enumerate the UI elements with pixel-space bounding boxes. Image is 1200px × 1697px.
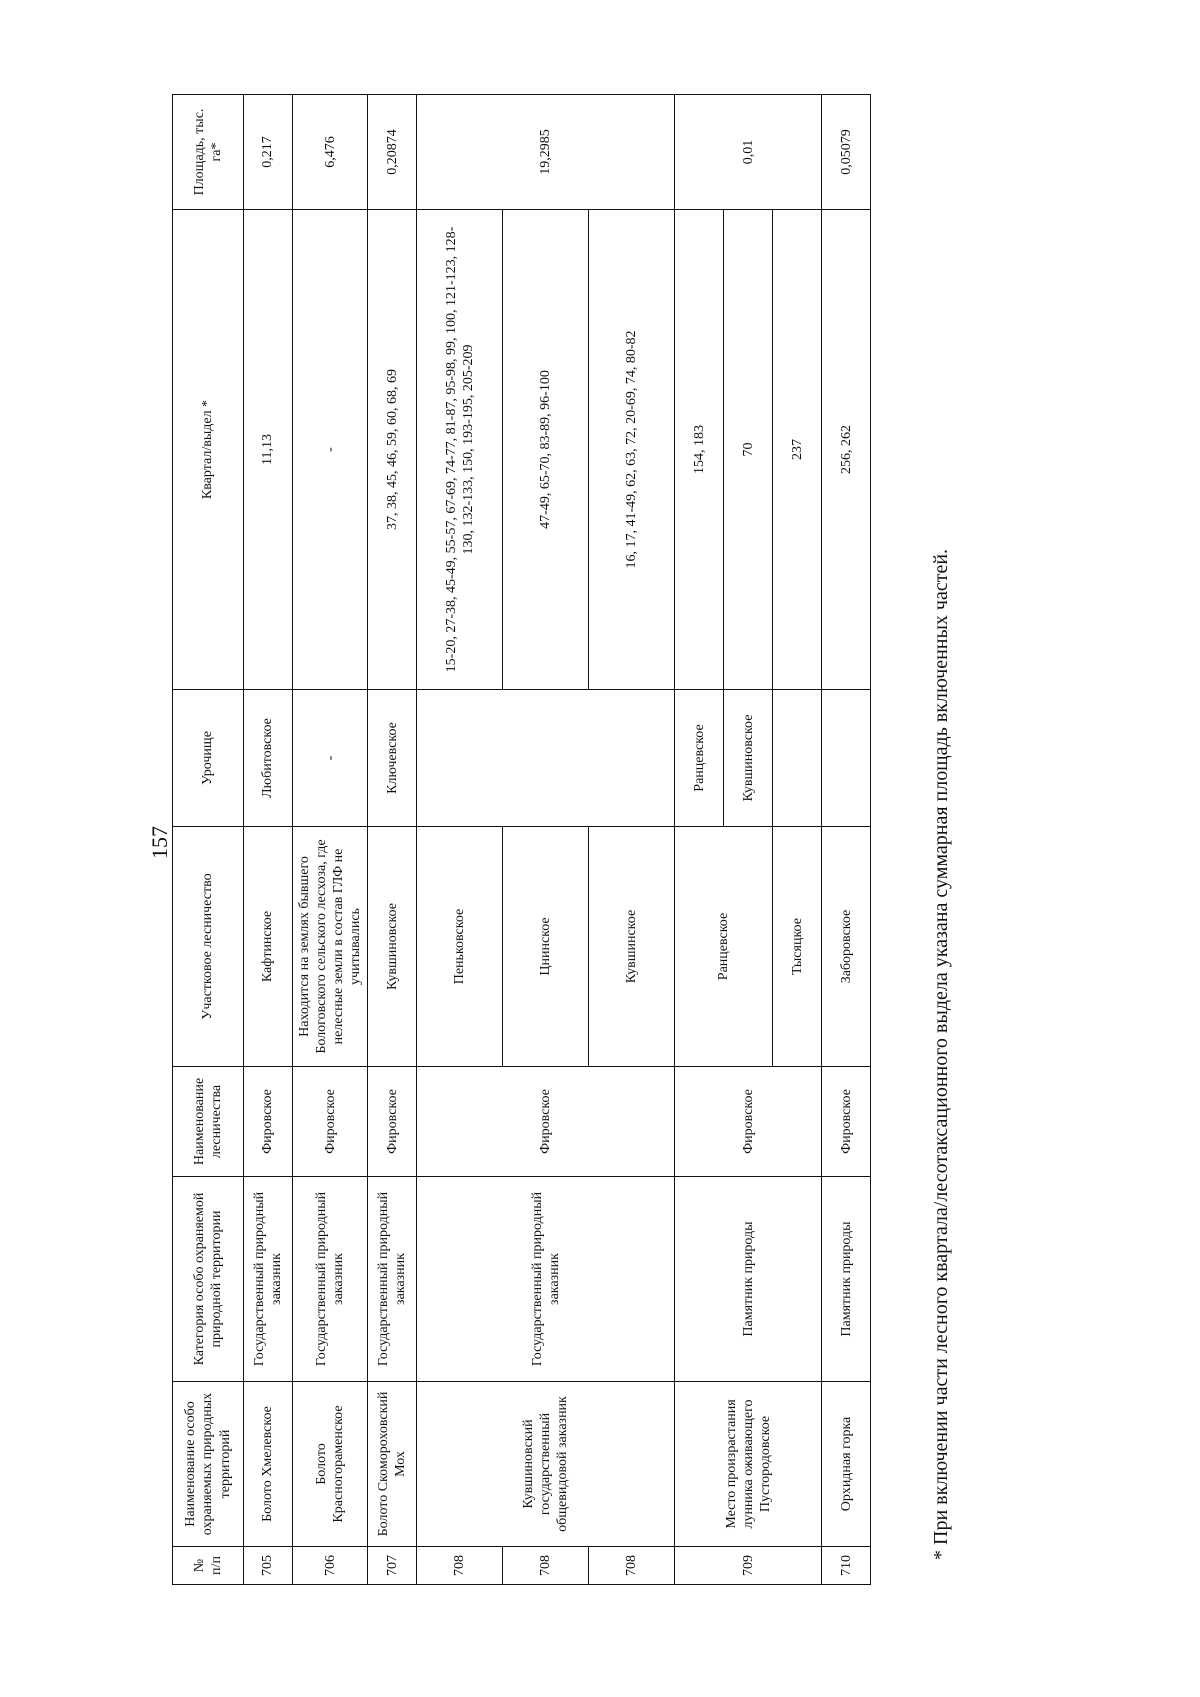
footnote-text: * При включении части лесного квартала/лесотаксационного выдела указана суммарная площадь включенных частей. xyxy=(930,548,952,1560)
cell-district: Ранцевское xyxy=(675,827,773,1067)
cell-kvartal: - xyxy=(293,210,368,690)
table-row xyxy=(293,95,368,1585)
table-row xyxy=(675,95,724,1585)
cell-district: Кувшиновское xyxy=(368,827,417,1067)
cell-category: Государственный природный заказник xyxy=(417,1177,675,1382)
header-num: № п/п xyxy=(173,1547,244,1585)
cell-forestry: Фировское xyxy=(675,1067,822,1177)
cell-kvartal: 16, 17, 41-49, 62, 63, 72, 20-69, 74, 80-82 xyxy=(589,210,675,690)
cell-name: Болото Красногораменское xyxy=(293,1382,368,1547)
cell-tract: Ключевское xyxy=(368,690,417,827)
header-area: Площадь, тыс. га* xyxy=(173,95,244,210)
table-row xyxy=(822,95,871,1585)
cell-area: 6,476 xyxy=(293,95,368,210)
cell-district: Находится на землях бывшего Бологовского сельского лесхоза, где нелесные земли в состав ГЛФ не учитывались xyxy=(293,827,368,1067)
cell-tract: - xyxy=(293,690,368,827)
cell-kvartal: 15-20, 27-38, 45-49, 55-57, 67-69, 74-77, 81-87, 95-98, 99, 100, 121-123, 128-130, 132-133, 150, 193-195, 205-209 xyxy=(417,210,503,690)
cell-district: Пеньковское xyxy=(417,827,503,1067)
cell-district: Кувшинское xyxy=(589,827,675,1067)
cell-category: Государственный природный заказник xyxy=(244,1177,293,1382)
cell-area: 19,2985 xyxy=(417,95,675,210)
header-name: Наименование особо охраняемых природных территорий xyxy=(173,1382,244,1547)
protected-areas-table xyxy=(172,94,871,1585)
header-district: Участковое лесничество xyxy=(173,827,244,1067)
table-header-row xyxy=(173,95,244,1585)
table-row xyxy=(368,95,417,1585)
cell-forestry: Фировское xyxy=(293,1067,368,1177)
cell-num: 707 xyxy=(368,1547,417,1585)
cell-district: Заборовское xyxy=(822,827,871,1067)
cell-num: 706 xyxy=(293,1547,368,1585)
cell-kvartal: 47-49, 65-70, 83-89, 96-100 xyxy=(503,210,589,690)
cell-area: 0,20874 xyxy=(368,95,417,210)
cell-category: Государственный природный заказник xyxy=(368,1177,417,1382)
cell-category: Государственный природный заказник xyxy=(293,1177,368,1382)
cell-tract-empty xyxy=(417,690,675,827)
cell-num: 708 xyxy=(503,1547,589,1585)
cell-district: Кафтинское xyxy=(244,827,293,1067)
cell-area: 0,01 xyxy=(675,95,822,210)
cell-area: 0,05079 xyxy=(822,95,871,210)
cell-kvartal: 154, 183 xyxy=(675,210,724,690)
cell-area: 0,217 xyxy=(244,95,293,210)
cell-forestry: Фировское xyxy=(244,1067,293,1177)
rotated-table-block xyxy=(172,95,867,1585)
cell-forestry: Фировское xyxy=(822,1067,871,1177)
cell-category: Памятник природы xyxy=(675,1177,822,1382)
cell-num: 708 xyxy=(589,1547,675,1585)
cell-name: Место произрастания лунника оживающего Пустородовское xyxy=(675,1382,822,1547)
cell-tract: Кувшиновское xyxy=(724,690,773,827)
cell-num: 705 xyxy=(244,1547,293,1585)
cell-category: Памятник природы xyxy=(822,1177,871,1382)
cell-kvartal: 70 xyxy=(724,210,773,690)
cell-num: 709 xyxy=(675,1547,822,1585)
cell-tract: Ранцевское xyxy=(675,690,724,827)
cell-name: Орхидная горка xyxy=(822,1382,871,1547)
cell-kvartal: 256, 262 xyxy=(822,210,871,690)
footnote xyxy=(930,548,956,1562)
cell-name: Болото Хмелевское xyxy=(244,1382,293,1547)
cell-tract xyxy=(822,690,871,827)
cell-num: 708 xyxy=(417,1547,503,1585)
header-category: Категория особо охраняемой природной территории xyxy=(173,1177,244,1382)
cell-tract xyxy=(773,690,822,827)
page-number: 157 xyxy=(147,826,172,859)
cell-kvartal: 11,13 xyxy=(244,210,293,690)
cell-kvartal: 237 xyxy=(773,210,822,690)
table-row xyxy=(244,95,293,1585)
header-kvartal: Квартал/выдел * xyxy=(173,210,244,690)
header-forestry: Наименование лесничества xyxy=(173,1067,244,1177)
table-row xyxy=(417,95,503,1585)
header-tract: Урочище xyxy=(173,690,244,827)
cell-name: Кувшиновский государственный общевидовой заказник xyxy=(417,1382,675,1547)
cell-district: Цнинское xyxy=(503,827,589,1067)
cell-district: Тысяцкое xyxy=(773,827,822,1067)
cell-forestry: Фировское xyxy=(417,1067,675,1177)
cell-num: 710 xyxy=(822,1547,871,1585)
cell-name: Болото Скомороховский Мох xyxy=(368,1382,417,1547)
cell-tract: Любитовское xyxy=(244,690,293,827)
cell-kvartal: 37, 38, 45, 46, 59, 60, 68, 69 xyxy=(368,210,417,690)
cell-forestry: Фировское xyxy=(368,1067,417,1177)
